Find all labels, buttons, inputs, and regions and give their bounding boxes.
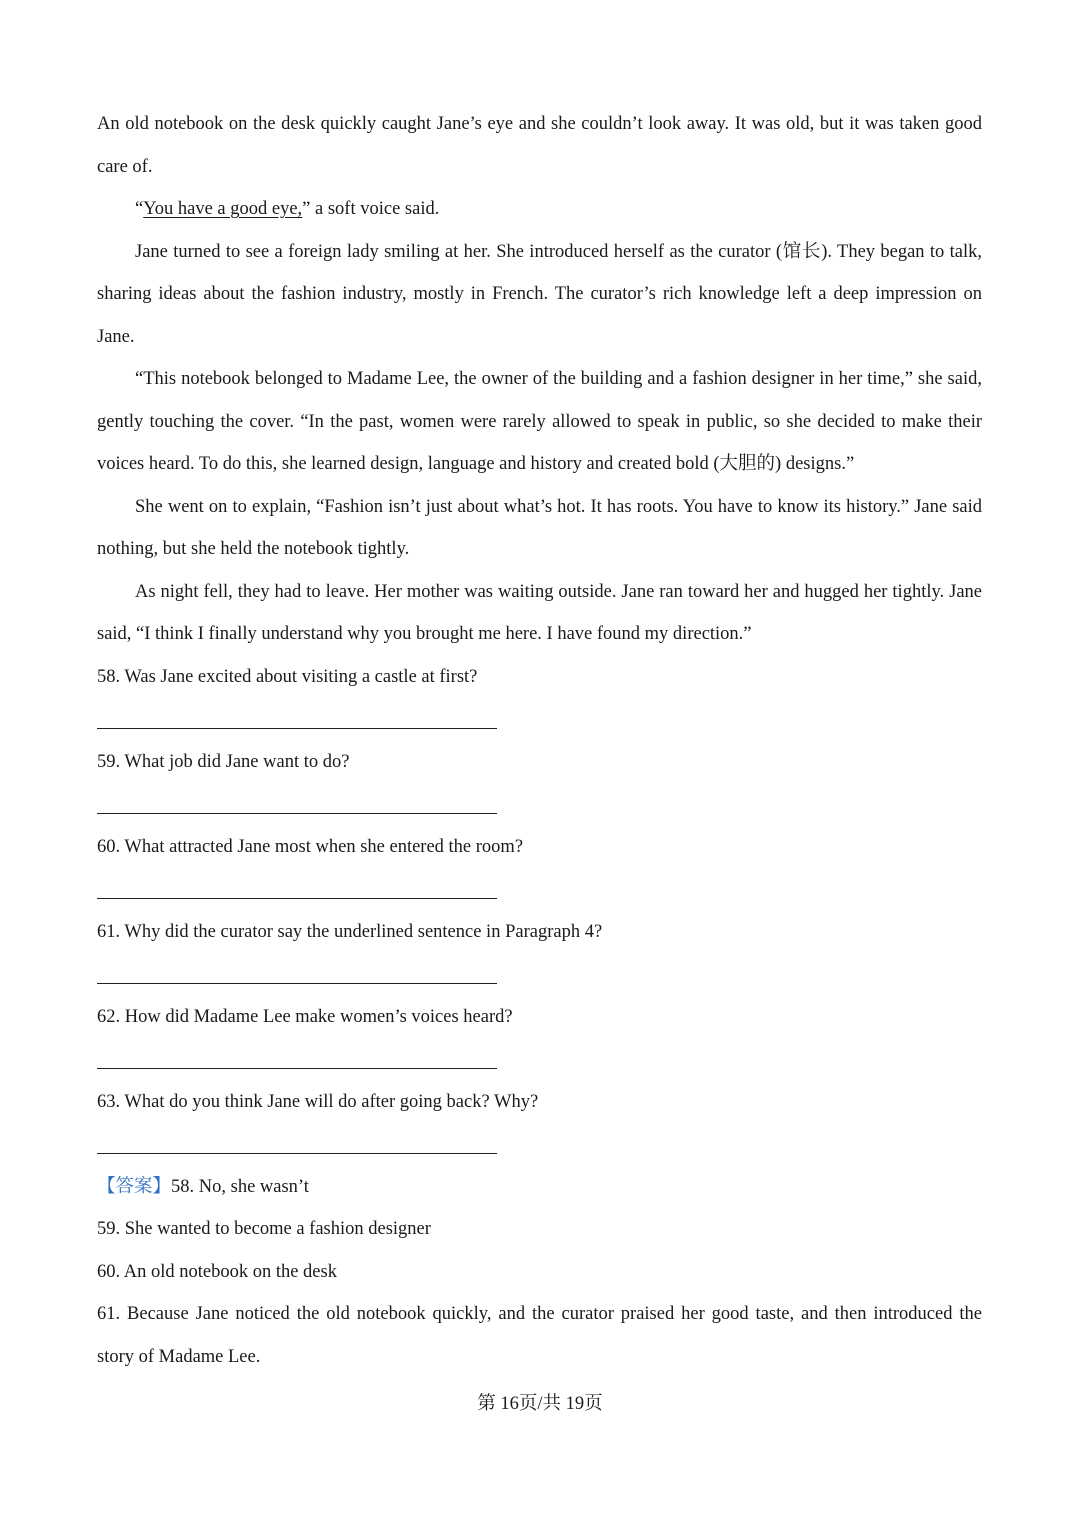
answer-blank-61[interactable] <box>97 953 982 996</box>
answer-blank-58[interactable] <box>97 698 982 741</box>
passage-paragraph-4: “This notebook belonged to Madame Lee, the owner of the building and a fashion designer in her time,” she said, gently touching the cover. “In the past, women were rarely allowed to speak in public, so she decided to make their voices heard. To do this, she learned design, language and history and created bold (大胆的) designs.” <box>97 369 982 474</box>
answer-tag: 【答案】 <box>97 1176 172 1197</box>
answer-58 <box>97 1166 982 1209</box>
answer-60: 60. An old notebook on the desk <box>97 1261 337 1282</box>
answer-61: 61. Because Jane noticed the old notebook quickly, and the curator praised her good taste, and then introduced the story of Madame Lee. <box>97 1304 982 1367</box>
passage-paragraph-6: As night fell, they had to leave. Her mother was waiting outside. Jane ran toward her and hugged her tightly. Jane said, “I think I finally understand why you brought me here. I have found my direction.” <box>97 581 982 644</box>
answer-rule <box>97 983 497 984</box>
page-footer: 第 16页/共 19页 <box>477 1394 603 1414</box>
answer-rule <box>97 898 497 899</box>
passage-paragraph-3: Jane turned to see a foreign lady smiling at her. She introduced herself as the curator (馆长). They began to talk, sharing ideas about the fashion industry, mostly in French. The curator’s rich knowledge left a deep impression on Jane. <box>97 241 982 347</box>
answer-blank-60[interactable] <box>97 868 982 911</box>
question-62: 62. How did Madame Lee make women’s voices heard? <box>97 1006 513 1027</box>
passage-paragraph-1: An old notebook on the desk quickly caught Jane’s eye and she couldn’t look away. It was old, but it was taken good care of. <box>97 114 982 177</box>
answer-rule <box>97 813 497 814</box>
answer-rule <box>97 728 497 729</box>
answer-blank-63[interactable] <box>97 1123 982 1166</box>
answer-blank-62[interactable] <box>97 1038 982 1081</box>
question-61: 61. Why did the curator say the underlined sentence in Paragraph 4? <box>97 921 603 942</box>
paragraph-2-rest: ” a soft voice said. <box>302 199 440 219</box>
page-content <box>97 103 982 1378</box>
question-59: 59. What job did Jane want to do? <box>97 751 350 772</box>
underlined-sentence: You have a good eye, <box>143 199 303 219</box>
question-60: 60. What attracted Jane most when she entered the room? <box>97 836 524 857</box>
passage-paragraph-5: She went on to explain, “Fashion isn’t just about what’s hot. It has roots. You have to know its history.” Jane said nothing, but she held the notebook tightly. <box>97 496 982 559</box>
answer-rule <box>97 1068 497 1069</box>
answer-59: 59. She wanted to become a fashion designer <box>97 1219 431 1239</box>
open-quote: “ <box>135 199 144 219</box>
question-58: 58. Was Jane excited about visiting a castle at first? <box>97 666 478 687</box>
passage-paragraph-2 <box>97 188 982 231</box>
question-63: 63. What do you think Jane will do after going back? Why? <box>97 1091 539 1112</box>
answer-blank-59[interactable] <box>97 783 982 826</box>
answer-58-text: 58. No, she wasn’t <box>171 1176 309 1197</box>
answer-rule <box>97 1153 497 1154</box>
